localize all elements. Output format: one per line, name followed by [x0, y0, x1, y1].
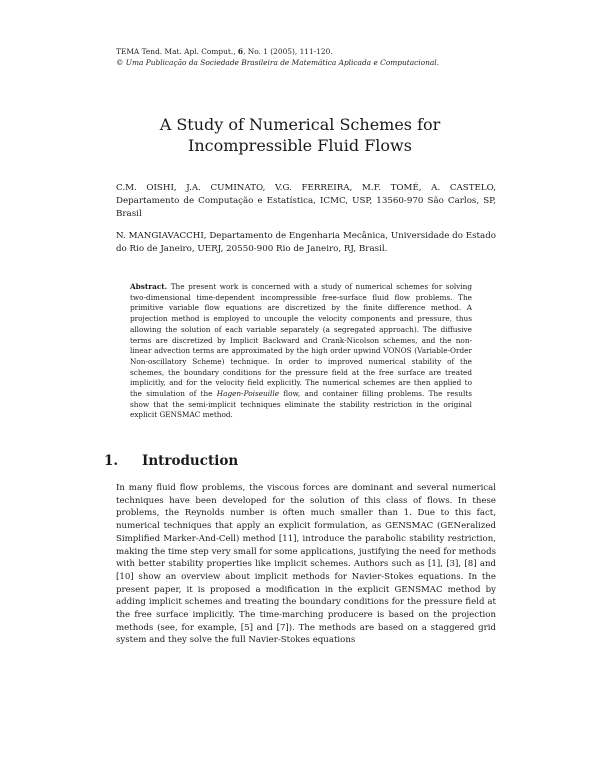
publisher-line: © Uma Publicação da Sociedade Brasileira de Matemática Aplicada e Computacional.: [116, 58, 439, 67]
journal-citation-line: [116, 46, 516, 57]
abstract-text-part1: The present work is concerned with a study of numerical schemes for solving two-dimensional time-dependent incompressible free-surface fluid flow problems. The primitive variable flow equations are discretized by the finite difference method. A projection method is employed to uncouple the velocity components and pressure, thus allowing the solution of each variable separately (a segregated approach). The diffusive terms are discretized by Implicit Backward and Crank-Nicolson schemes, and the non-linear advection terms are approximated by the high order upwind VONOS (Variable-Order Non-oscillatory Scheme) technique. In order to improved numerical stability of the schemes, the boundary conditions for the pressure field at the free surface are treated implicitly, and for the velocity field explicitly. The numerical schemes are then applied to the simulation of the: [130, 282, 472, 399]
journal-volume: 6: [237, 47, 244, 56]
abstract-italic-term: Hagen-Poiseuille: [216, 389, 280, 399]
abstract-label: Abstract.: [130, 282, 168, 291]
journal-issue-pages: , No. 1 (2005), 111-120.: [243, 47, 333, 56]
journal-header: [116, 46, 516, 68]
paper-title: A Study of Numerical Schemes for Incompressible Fluid Flows: [159, 115, 441, 155]
journal-name: TEMA Tend. Mat. Apl. Comput.,: [116, 47, 236, 56]
section-number: 1.: [104, 453, 119, 469]
section-title: Introduction: [142, 453, 239, 469]
author-block-2: N. MANGIAVACCHI, Departamento de Engenharia Mecânica, Universidade do Estado do Rio de Janeiro, UERJ, 20550-900 Rio de Janeiro, RJ, Brasil.: [116, 231, 496, 254]
body-paragraph: In many fluid flow problems, the viscous forces are dominant and several numerical techniques have been developed for the solution of this class of flows. In these problems, the Reynolds number is often much smaller than 1. Due to this fact, numerical techniques that apply an explicit formulation, as GENSMAC (GENeralized Simplified Marker-And-Cell) method [11], introduce the parabolic stability restriction, making the time step very small for some applications, justifying the need for methods with better stability properties like implicit schemes. Authors such as [1], [3], [8] and [10] show an overview about implicit methods for Navier-Stokes equations. In the present paper, it is proposed a modification in the explicit GENSMAC method by adding implicit schemes and treating the boundary conditions for the pressure field at the free surface implicitly. The time-marching producere is based on the projection methods (see, for example, [5] and [7]). The methods are based on a staggered grid system and they solve the full Navier-Stokes equations: [116, 483, 496, 646]
section-heading: [104, 452, 504, 470]
author-block-1: C.M. OISHI, J.A. CUMINATO, V.G. FERREIRA, M.F. TOMÉ, A. CASTELO, Departamento de Computação e Estatística, ICMC, USP, 13560-970 São Carlos, SP, Brasil: [116, 183, 496, 219]
abstract-text-part2: flow, and container filling problems. The results show that the semi-implicit techniques eliminate the stability restriction in the original explicit GENSMAC method.: [130, 389, 472, 420]
abstract: [130, 282, 472, 421]
